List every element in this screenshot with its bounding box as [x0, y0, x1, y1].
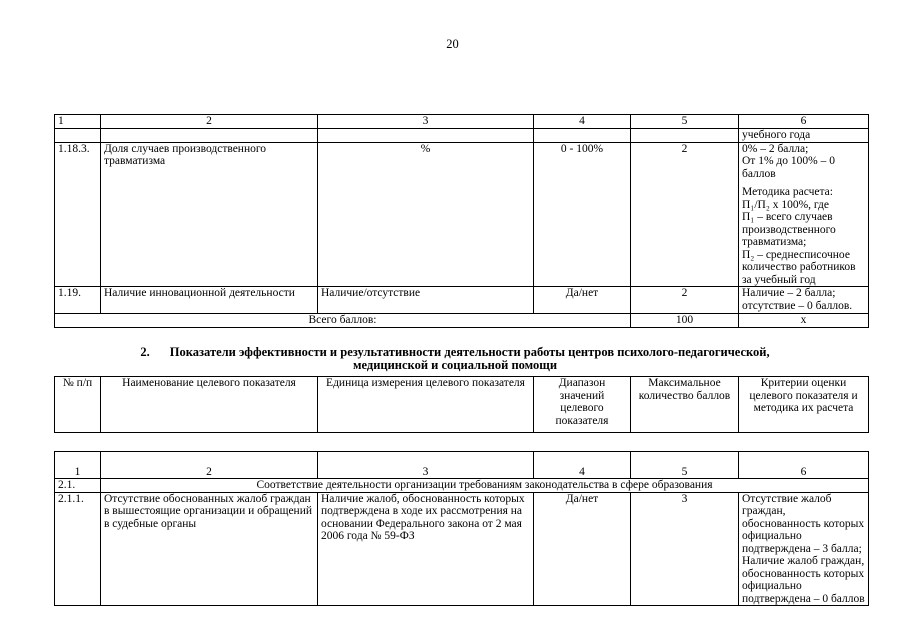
col-number: 2	[101, 115, 318, 129]
indicators-table-continued	[54, 114, 869, 328]
section-title: Показатели эффективности и результативности деятельности работы центров психолого-педагогической, медицинской и социальной помощи	[169, 345, 770, 372]
max-score-cell: 2	[631, 287, 739, 314]
criteria-cell	[739, 492, 869, 606]
section-row	[55, 479, 869, 493]
col-number: 6	[739, 452, 869, 479]
row-number: 2.1.	[55, 479, 101, 493]
col-number: 1	[55, 115, 101, 129]
col-number: 1	[55, 452, 101, 479]
criteria-line: 0% – 2 балла;	[742, 142, 809, 155]
section-number: 2.	[140, 345, 150, 359]
table-row	[55, 129, 869, 143]
max-score-cell: 3	[631, 492, 739, 606]
table-row	[55, 287, 869, 314]
col-number: 4	[534, 452, 631, 479]
row-number: 1.19.	[55, 287, 101, 314]
header-range: Диапазон значений целевого показателя	[534, 377, 631, 433]
col-number: 3	[318, 115, 534, 129]
criteria-line: Наличие жалоб граждан, обоснованность которых официально подтверждена – 0 баллов	[742, 555, 865, 605]
header-number: № п/п	[55, 377, 101, 433]
total-mark: х	[739, 314, 869, 328]
range-cell: Да/нет	[534, 287, 631, 314]
table-row	[55, 142, 869, 287]
unit-cell: Наличие/отсутствие	[318, 287, 534, 314]
method-line: Методика расчета:	[742, 186, 833, 198]
indicator-name: Наличие инновационной деятельности	[101, 287, 318, 314]
total-value: 100	[631, 314, 739, 328]
max-score-cell: 2	[631, 142, 739, 287]
criteria-cell	[739, 142, 869, 287]
indicators-header-table	[54, 376, 869, 433]
indicator-name: Отсутствие обоснованных жалоб граждан в вышестоящие организации и обращений в судебные органы	[101, 492, 318, 606]
page-number: 20	[446, 37, 459, 51]
row-number: 1.18.3.	[55, 142, 101, 287]
criteria-line: От 1% до 100% – 0 баллов	[742, 155, 835, 180]
row-number: 2.1.1.	[55, 492, 101, 606]
col-number: 5	[631, 115, 739, 129]
criteria-line: Отсутствие жалоб граждан, обоснованность которых официально подтверждена – 3 балла;	[742, 492, 865, 555]
unit-cell: %	[318, 142, 534, 287]
continuation-text: учебного года	[739, 129, 869, 143]
total-row	[55, 314, 869, 328]
col-number: 4	[534, 115, 631, 129]
method-line: П₂ – среднесписочное количество работников за учебный год	[742, 248, 856, 286]
range-cell: Да/нет	[534, 492, 631, 606]
unit-cell: Наличие жалоб, обоснованность которых подтверждена в ходе их рассмотрения на основании Федерального закона от 2 мая 2006 года № 59-ФЗ	[318, 492, 534, 606]
table-header-row	[55, 115, 869, 129]
criteria-line: Наличие – 2 балла;	[742, 287, 836, 299]
criteria-line: отсутствие – 0 баллов.	[742, 299, 853, 312]
col-number: 6	[739, 115, 869, 129]
method-line: П₁/П₂ х 100%, где	[742, 198, 830, 211]
section-heading	[110, 346, 800, 372]
indicators-table-section-2	[54, 451, 869, 606]
criteria-cell	[739, 287, 869, 314]
col-number: 2	[101, 452, 318, 479]
method-line: П₁ – всего случаев производственного травматизма;	[742, 211, 836, 248]
section-row-title: Соответствие деятельности организации требованиям законодательства в сфере образования	[101, 479, 869, 493]
range-cell: 0 - 100%	[534, 142, 631, 287]
header-indicator-name: Наименование целевого показателя	[101, 377, 318, 433]
table-header-row	[55, 377, 869, 433]
header-criteria: Критерии оценки целевого показателя и методика их расчета	[739, 377, 869, 433]
header-max-score: Максимальное количество баллов	[631, 377, 739, 433]
table-row	[55, 492, 869, 606]
table-header-row	[55, 452, 869, 479]
indicator-name: Доля случаев производственного травматизма	[101, 142, 318, 287]
col-number: 5	[631, 452, 739, 479]
col-number: 3	[318, 452, 534, 479]
total-label: Всего баллов:	[55, 314, 631, 328]
header-unit: Единица измерения целевого показателя	[318, 377, 534, 433]
